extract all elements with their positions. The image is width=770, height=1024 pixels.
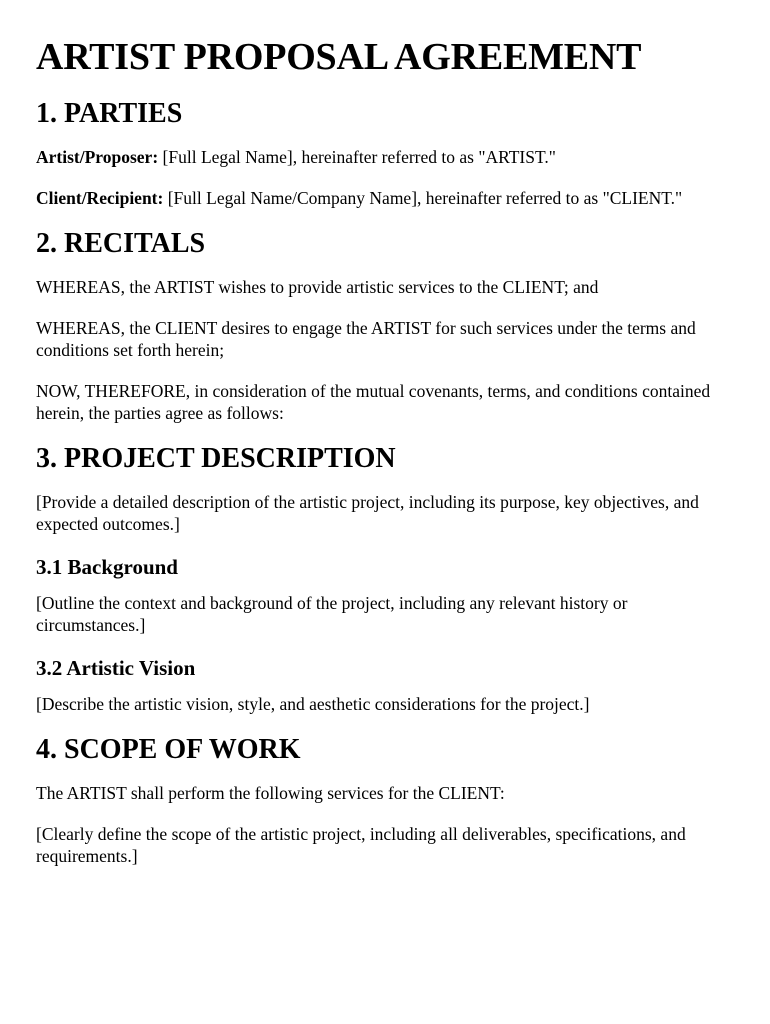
section-scope-of-work <box>36 734 734 867</box>
party-artist <box>36 146 734 168</box>
scope-paragraph-2: [Clearly define the scope of the artistic project, including all deliverables, specifications, and requirements.] <box>36 824 686 866</box>
section-heading-parties: 1. PARTIES <box>36 98 183 129</box>
party-client <box>36 187 734 209</box>
recital-paragraph-1: WHEREAS, the ARTIST wishes to provide artistic services to the CLIENT; and <box>36 277 599 297</box>
artist-text: [Full Legal Name], hereinafter referred to as "ARTIST." <box>158 147 556 167</box>
project-description-paragraph: [Provide a detailed description of the artistic project, including its purpose, key objectives, and expected outcomes.] <box>36 492 699 534</box>
subsection-heading-artistic-vision: 3.2 Artistic Vision <box>36 656 196 680</box>
client-text: [Full Legal Name/Company Name], hereinafter referred to as "CLIENT." <box>163 188 683 208</box>
scope-paragraph-1: The ARTIST shall perform the following services for the CLIENT: <box>36 783 505 803</box>
section-parties <box>36 98 734 209</box>
section-project-description <box>36 443 734 715</box>
artistic-vision-paragraph: [Describe the artistic vision, style, and aesthetic considerations for the project.] <box>36 694 590 714</box>
recital-paragraph-2: WHEREAS, the CLIENT desires to engage the ARTIST for such services under the terms and conditions set forth herein; <box>36 318 696 360</box>
artist-label: Artist/Proposer: <box>36 147 159 167</box>
document-title: ARTIST PROPOSAL AGREEMENT <box>36 36 642 78</box>
recital-paragraph-3: NOW, THEREFORE, in consideration of the mutual covenants, terms, and conditions contained herein, the parties agree as follows: <box>36 381 711 423</box>
section-recitals <box>36 228 734 424</box>
section-heading-recitals: 2. RECITALS <box>36 228 206 259</box>
section-heading-project-description: 3. PROJECT DESCRIPTION <box>36 443 396 474</box>
client-label: Client/Recipient: <box>36 188 164 208</box>
subsection-heading-background: 3.1 Background <box>36 555 178 579</box>
section-heading-scope-of-work: 4. SCOPE OF WORK <box>36 734 301 765</box>
background-paragraph: [Outline the context and background of the project, including any relevant history or circumstances.] <box>36 593 628 635</box>
